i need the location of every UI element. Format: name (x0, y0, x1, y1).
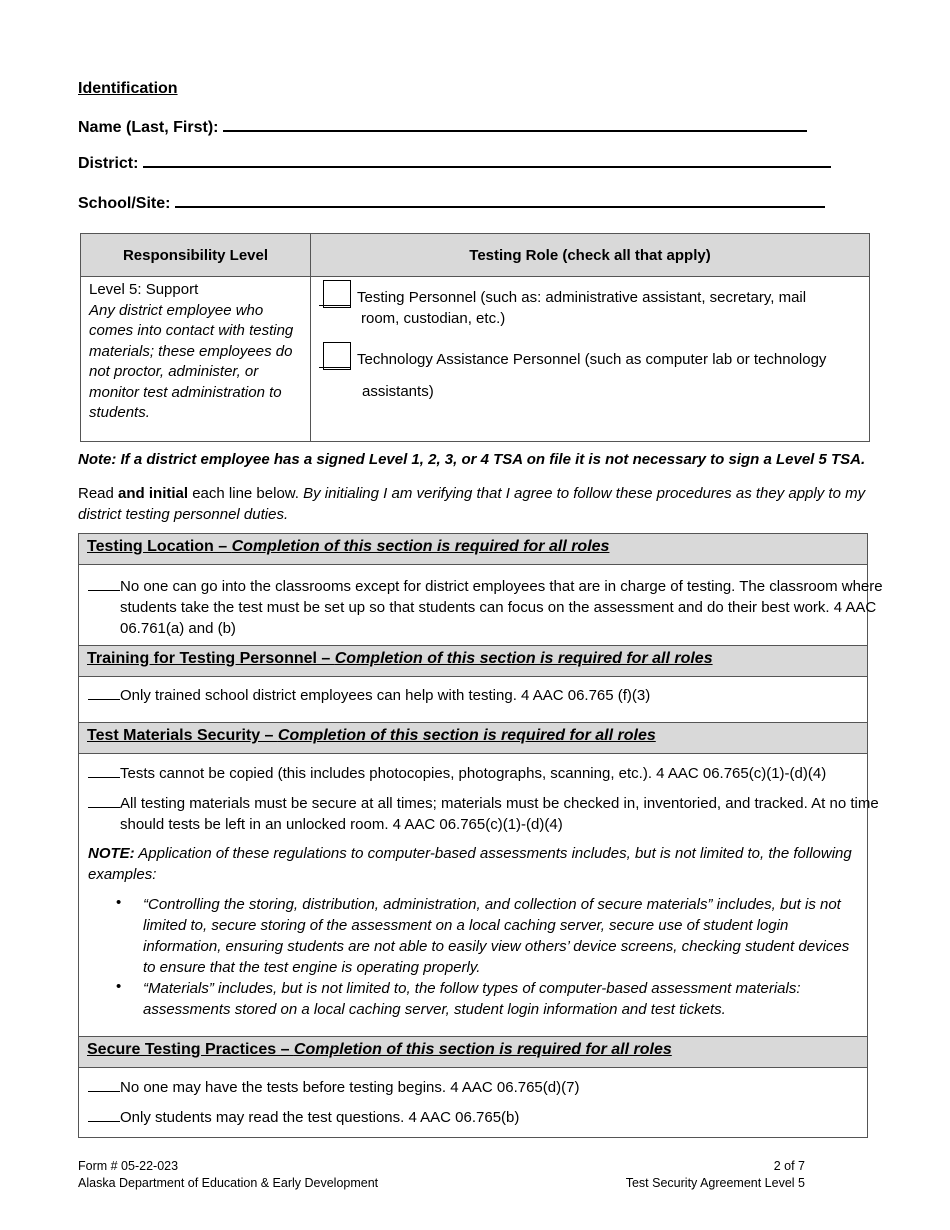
level-title: Level 5: Support (89, 281, 199, 298)
section-header-location (78, 533, 868, 565)
section-subtitle: Completion of this section is required for all roles (277, 727, 656, 744)
instr-and-initial: and initial (118, 485, 189, 502)
name-blank[interactable] (223, 116, 807, 132)
section-header-materials (78, 722, 868, 754)
school-label: School/Site: (78, 195, 171, 212)
bullet-icon: • (116, 894, 122, 911)
footer-right (626, 1158, 805, 1192)
role2-line1: Technology Assistance Personnel (such as computer lab or technology (357, 351, 827, 368)
testing-role-header: Testing Role (check all that apply) (311, 234, 870, 277)
materials-note (88, 843, 858, 885)
section-title: Secure Testing Practices – (87, 1041, 294, 1058)
initial-line-practices-1[interactable] (88, 1077, 890, 1098)
initial-blank[interactable] (88, 576, 120, 591)
instr-read: Read (78, 485, 119, 502)
initial-blank[interactable] (88, 685, 120, 700)
section-subtitle: Completion of this section is required for all roles (231, 538, 610, 555)
item-text: Only students may read the test questions. 4 AAC 06.765(b) (120, 1109, 520, 1126)
district-field[interactable] (78, 152, 831, 173)
form-number: Form # 05-22-023 (78, 1159, 179, 1173)
item-text: All testing materials must be secure at all times; materials must be checked in, inventoried, and tracked. At no time should tests be left in an unlocked room. 4 AAC 06.765(c)(1)-(d)(4) (120, 795, 879, 833)
section-title: Test Materials Security – (87, 727, 278, 744)
initial-line-practices-2[interactable] (88, 1107, 890, 1128)
footer-left (78, 1158, 378, 1192)
name-label: Name (Last, First): (78, 119, 219, 136)
role-cell (311, 277, 870, 442)
initial-blank[interactable] (88, 1107, 120, 1122)
initial-line-materials-2[interactable] (88, 793, 890, 835)
role-table (80, 233, 870, 442)
level-cell (81, 277, 311, 442)
item-text: No one can go into the classrooms except for district employees that are in charge of testing. The classroom where students take the test must be set up so that students can focus on the assessment and do their best work. 4 AAC 06.761(a) and (b) (120, 578, 883, 637)
document-title: Test Security Agreement Level 5 (625, 1176, 805, 1190)
initial-line-location-1[interactable] (88, 576, 890, 639)
initial-line-materials-1[interactable] (88, 763, 890, 784)
bullet-1: “Controlling the storing, distribution, administration, and collection of secure materials” includes, but is not limited to, secure storing of the assessment on a local caching server, secure use of student login information, ensuring students are not able to easily view others’ device screens, checking student devices to ensure that the test engine is operating properly. (143, 896, 850, 976)
checkbox-underline (319, 305, 351, 306)
instructions (78, 483, 868, 525)
instr-italic: By initialing I am verifying that I agree to follow these procedures as they apply to my district testing personnel duties. (78, 485, 866, 523)
note-text: Application of these regulations to computer-based assessments includes, but is not limited to, the following examples: (88, 845, 852, 883)
school-field[interactable] (78, 192, 825, 213)
item-text: Tests cannot be copied (this includes photocopies, photographs, scanning, etc.). 4 AAC 06.765(c)(1)-(d)(4) (120, 765, 827, 782)
school-blank[interactable] (175, 192, 825, 208)
section-subtitle: Completion of this section is required for all roles (293, 1041, 672, 1058)
district-blank[interactable] (143, 152, 831, 168)
bullet-icon: • (116, 978, 122, 995)
page-number: 2 of 7 (773, 1159, 805, 1173)
testing-personnel-checkbox[interactable] (323, 280, 351, 308)
section-header-practices (78, 1036, 868, 1068)
responsibility-level-header: Responsibility Level (81, 234, 311, 277)
initial-blank[interactable] (88, 763, 120, 778)
instr-each-line: each line below. (188, 485, 304, 502)
section-header-training (78, 645, 868, 677)
section-subtitle: Completion of this section is required for all roles (334, 650, 713, 667)
initial-blank[interactable] (88, 1077, 120, 1092)
section-title: Testing Location – (87, 538, 232, 555)
role1-line1: Testing Personnel (such as: administrative assistant, secretary, mail (357, 289, 807, 306)
department-name: Alaska Department of Education & Early Development (78, 1176, 379, 1190)
initial-line-training-1[interactable] (88, 685, 890, 706)
tsa-note: Note: If a district employee has a signed Level 1, 2, 3, or 4 TSA on file it is not necessary to sign a Level 5 TSA. (78, 451, 866, 468)
district-label: District: (78, 155, 139, 172)
role1-line2: room, custodian, etc.) (361, 310, 506, 327)
technology-assistance-checkbox[interactable] (323, 342, 351, 370)
identification-heading: Identification (78, 80, 178, 97)
note-label: NOTE: (88, 845, 135, 862)
item-text: Only trained school district employees can help with testing. 4 AAC 06.765 (f)(3) (120, 687, 651, 704)
level-description: Any district employee who comes into contact with testing materials; these employees do not proctor, administer, or monitor test administration to students. (89, 301, 294, 421)
checkbox-underline (319, 367, 351, 368)
name-field[interactable] (78, 116, 807, 137)
initial-blank[interactable] (88, 793, 120, 808)
item-text: No one may have the tests before testing begins. 4 AAC 06.765(d)(7) (120, 1079, 580, 1096)
section-title: Training for Testing Personnel – (87, 650, 335, 667)
bullet-2: “Materials” includes, but is not limited to, the follow types of computer-based assessment materials: assessments stored on a local caching server, student login information and test tickets. (143, 980, 801, 1018)
role2-line2: assistants) (362, 383, 434, 400)
